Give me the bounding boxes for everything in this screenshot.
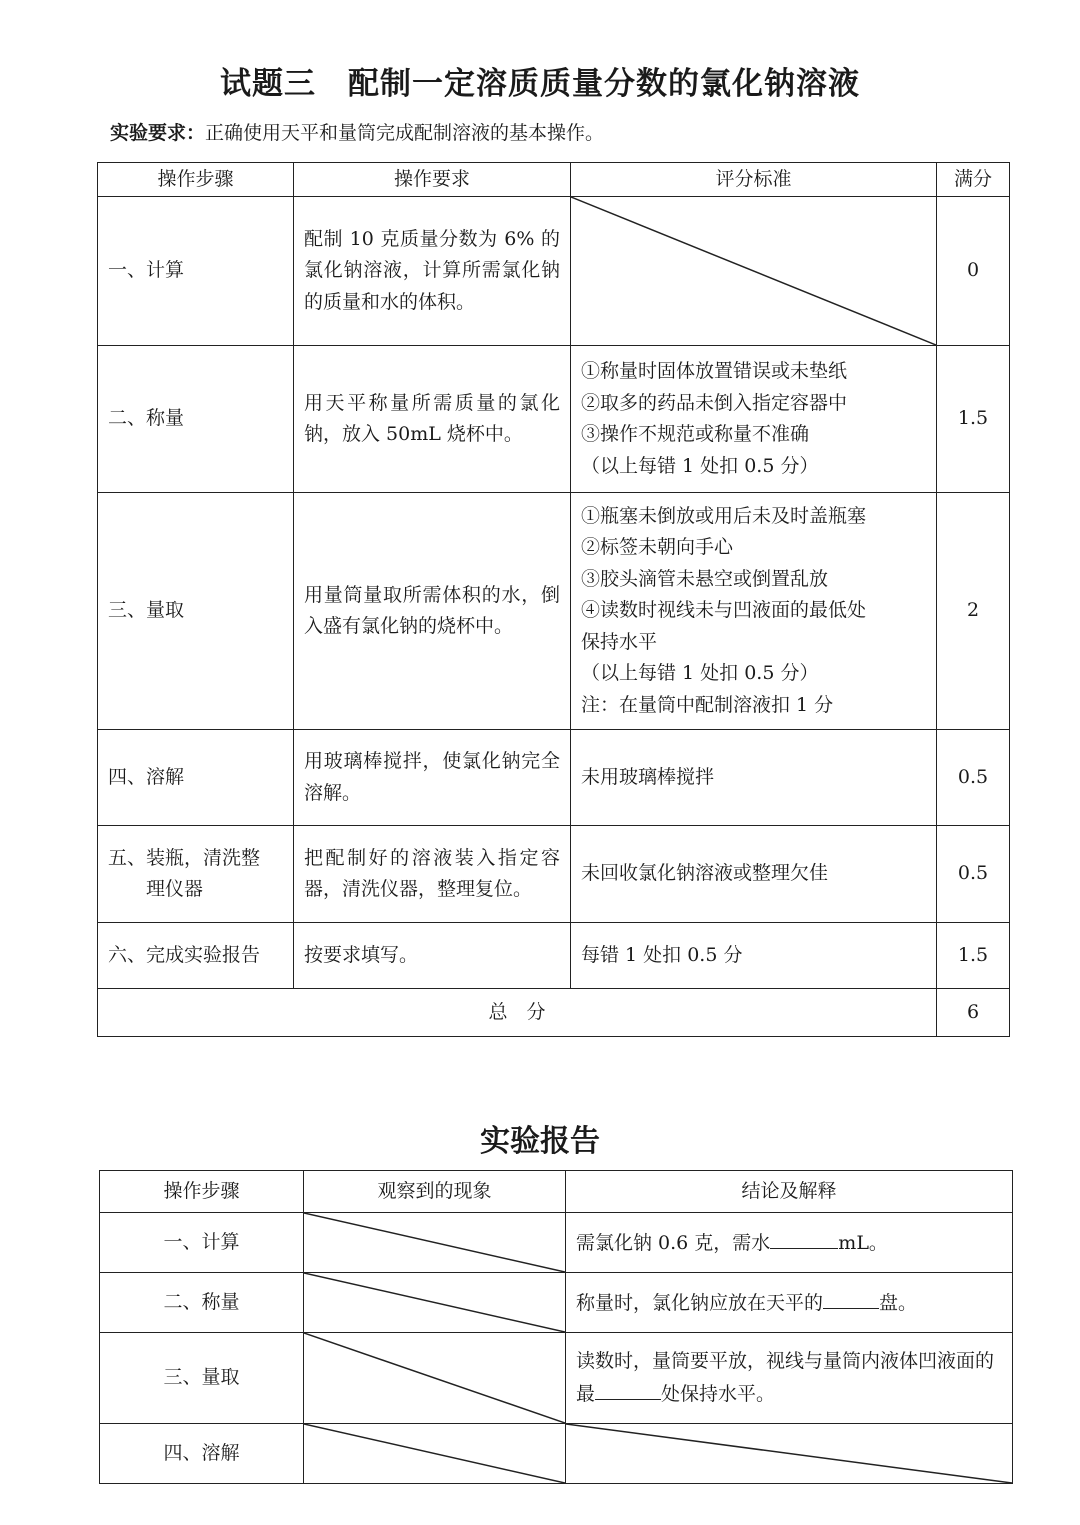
report-step-cell: 二、称量	[100, 1273, 304, 1333]
criteria-line: 未用玻璃棒搅拌	[581, 765, 715, 788]
table-row	[100, 1333, 1013, 1424]
answer-blank[interactable]	[823, 1286, 879, 1309]
requirement-label: 实验要求：	[110, 122, 206, 144]
score-cell: 2	[937, 493, 1010, 730]
total-score: 6	[937, 989, 1010, 1037]
conclusion-cell-empty	[566, 1424, 1013, 1484]
table-row	[100, 1424, 1013, 1484]
report-step-cell: 四、溶解	[100, 1424, 304, 1484]
criteria-cell	[571, 493, 937, 730]
header-requirement: 操作要求	[294, 163, 571, 197]
conclusion-text-end: mL。	[838, 1231, 888, 1254]
step-cell: 三、量取	[98, 493, 294, 730]
criteria-cell	[571, 346, 937, 493]
conclusion-cell	[566, 1333, 1013, 1424]
conclusion-cell	[566, 1213, 1013, 1273]
report-step-cell: 一、计算	[100, 1213, 304, 1273]
criteria-line: ③操作不规范或称量不准确	[581, 423, 810, 445]
conclusion-text-end: 处保持水平。	[661, 1383, 776, 1405]
criteria-line: ②取多的药品未倒入指定容器中	[581, 391, 848, 414]
diagonal-line	[566, 1424, 1012, 1483]
score-cell: 0	[937, 197, 1010, 346]
criteria-line: ③胶头滴管未悬空或倒置乱放	[581, 567, 829, 590]
score-cell: 0.5	[937, 826, 1010, 923]
report-step-cell: 三、量取	[100, 1333, 304, 1424]
criteria-line: ①称量时固体放置错误或未垫纸	[581, 360, 848, 382]
answer-blank[interactable]	[770, 1226, 838, 1249]
table-row	[98, 197, 1010, 346]
criteria-line: （以上每错 1 处扣 0.5 分）	[581, 454, 819, 477]
table-row	[98, 923, 1010, 989]
table-row	[98, 346, 1010, 493]
experiment-requirement	[110, 118, 604, 145]
criteria-cell-empty	[571, 197, 937, 346]
requirement-cell: 配制 10 克质量分数为 6% 的氯化钠溶液，计算所需氯化钠的质量和水的体积。	[294, 197, 571, 346]
step-cell: 一、计算	[98, 197, 294, 346]
criteria-line: ④读数时视线未与凹液面的最低处	[581, 599, 867, 622]
requirement-cell: 把配制好的溶液装入指定容器，清洗仪器，整理复位。	[294, 826, 571, 923]
header-step: 操作步骤	[98, 163, 294, 197]
report-header-step: 操作步骤	[100, 1171, 304, 1213]
diagonal-line	[304, 1424, 565, 1483]
diagonal-line	[304, 1333, 565, 1423]
report-header-conclusion: 结论及解释	[566, 1171, 1013, 1213]
report-header-row	[100, 1171, 1013, 1213]
table-row	[98, 826, 1010, 923]
requirement-cell: 用天平称量所需质量的氯化钠，放入 50mL 烧杯中。	[294, 346, 571, 493]
requirement-text: 正确使用天平和量筒完成配制溶液的基本操作。	[205, 122, 605, 144]
conclusion-text: 称量时，氯化钠应放在天平的	[576, 1291, 824, 1314]
criteria-cell	[571, 923, 937, 989]
total-label: 总 分	[98, 989, 937, 1037]
answer-blank[interactable]	[595, 1377, 661, 1400]
step-cell: 二、称量	[98, 346, 294, 493]
observation-cell-empty	[304, 1273, 566, 1333]
diagonal-line	[571, 197, 936, 345]
criteria-cell	[571, 730, 937, 826]
conclusion-cell	[566, 1273, 1013, 1333]
criteria-line: 注：在量筒中配制溶液扣 1 分	[581, 693, 834, 716]
table-row	[100, 1213, 1013, 1273]
table-row	[98, 493, 1010, 730]
conclusion-text-end: 盘。	[879, 1291, 918, 1314]
requirement-cell: 按要求填写。	[294, 923, 571, 989]
criteria-line: ②标签未朝向手心	[581, 536, 734, 559]
score-cell: 0.5	[937, 730, 1010, 826]
diagonal-line	[304, 1213, 565, 1272]
observation-cell-empty	[304, 1424, 566, 1484]
step-cell: 六、完成实验报告	[98, 923, 294, 989]
observation-cell-empty	[304, 1213, 566, 1273]
scoring-header-row	[98, 163, 1010, 197]
report-table	[99, 1170, 1013, 1484]
criteria-line: （以上每错 1 处扣 0.5 分）	[581, 662, 819, 685]
score-cell: 1.5	[937, 923, 1010, 989]
report-title: 实验报告	[480, 1124, 600, 1159]
table-row	[98, 730, 1010, 826]
diagonal-line	[304, 1273, 565, 1332]
criteria-line: 保持水平	[581, 630, 658, 653]
conclusion-text: 读数时，量筒要平放，视线与量筒内液体凹液面的最	[576, 1349, 995, 1405]
step-cell: 五、装瓶，清洗整 理仪器	[98, 826, 294, 923]
table-row	[100, 1273, 1013, 1333]
conclusion-text: 需氯化钠 0.6 克，需水	[576, 1231, 771, 1254]
criteria-cell	[571, 826, 937, 923]
criteria-line: 每错 1 处扣 0.5 分	[581, 943, 743, 966]
step-cell: 四、溶解	[98, 730, 294, 826]
page-title: 试题三 配制一定溶质质量分数的氯化钠溶液	[220, 66, 860, 102]
header-criteria: 评分标准	[571, 163, 937, 197]
score-cell: 1.5	[937, 346, 1010, 493]
total-row	[98, 989, 1010, 1037]
criteria-line: 未回收氯化钠溶液或整理欠佳	[581, 862, 829, 885]
requirement-cell: 用玻璃棒搅拌，使氯化钠完全溶解。	[294, 730, 571, 826]
header-score: 满分	[937, 163, 1010, 197]
scoring-table	[97, 162, 1010, 1037]
report-header-observation: 观察到的现象	[304, 1171, 566, 1213]
criteria-line: ①瓶塞未倒放或用后未及时盖瓶塞	[581, 504, 867, 527]
requirement-cell: 用量筒量取所需体积的水，倒入盛有氯化钠的烧杯中。	[294, 493, 571, 730]
observation-cell-empty	[304, 1333, 566, 1424]
